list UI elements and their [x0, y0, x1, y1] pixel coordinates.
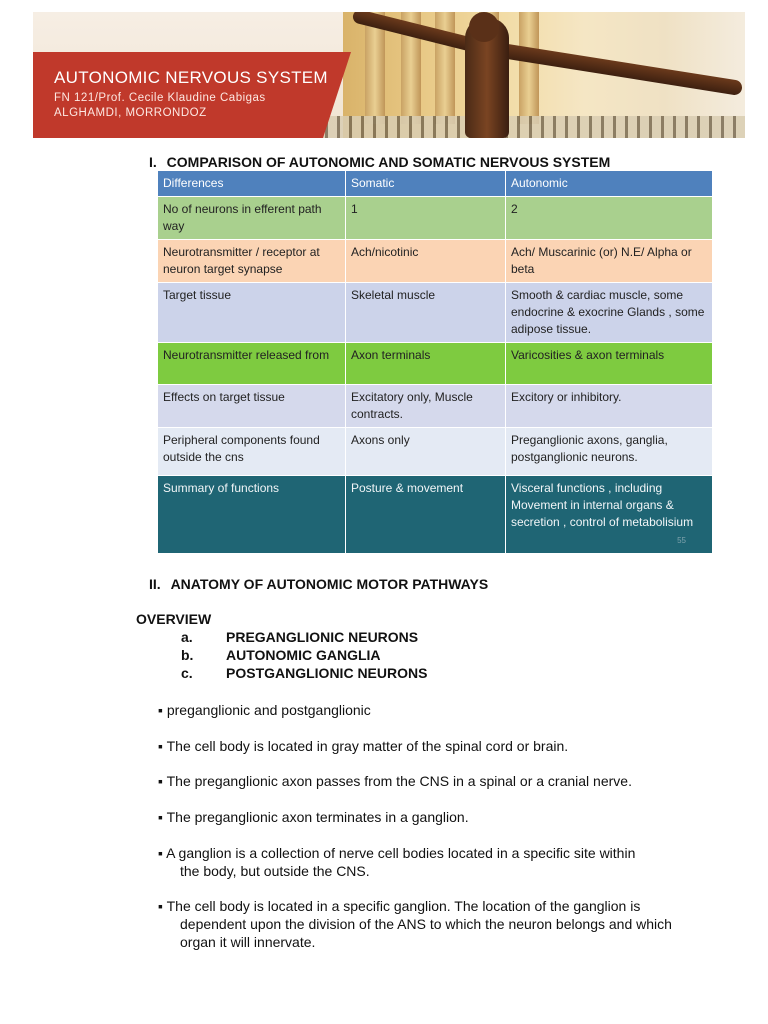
banner-title: AUTONOMIC NERVOUS SYSTEM: [54, 68, 328, 87]
bullet-item: [158, 808, 718, 826]
bullet-text-continued: dependent upon the division of the ANS to which the neuron belongs and which organ it will innervate.: [180, 916, 672, 950]
bullet-marker: ▪: [158, 702, 163, 718]
overview-item-letter: c.: [181, 665, 193, 681]
table-cell: Excitory or inhibitory.: [506, 385, 713, 428]
section-2-title: ANATOMY OF AUTONOMIC MOTOR PATHWAYS: [170, 576, 489, 592]
bullet-text: A ganglion is a collection of nerve cell bodies located in a specific site within: [166, 845, 636, 861]
table-cell: Axons only: [346, 428, 506, 476]
bullet-text: The preganglionic axon terminates in a ganglion.: [166, 809, 469, 825]
table-cell: Peripheral components found outside the cns: [158, 428, 346, 476]
bullet-text: preganglionic and postganglionic: [166, 702, 371, 718]
overview-item-text: PREGANGLIONIC NEURONS: [226, 629, 419, 645]
banner-authors: ALGHAMDI, MORRONDOZ: [54, 107, 207, 119]
table-cell: Summary of functions: [158, 476, 346, 554]
section-1-title: COMPARISON OF AUTONOMIC AND SOMATIC NERVOUS SYSTEM: [166, 154, 611, 170]
column-header: Differences: [158, 171, 346, 197]
slide-number: 55: [677, 536, 686, 545]
bullet-item: [158, 737, 718, 755]
bullet-marker: ▪: [158, 773, 163, 789]
table-cell: [506, 476, 713, 554]
overview-heading: OVERVIEW: [136, 611, 212, 627]
bullet-text: The cell body is located in gray matter of the spinal cord or brain.: [166, 738, 569, 754]
column-header: Somatic: [346, 171, 506, 197]
table-cell: Axon terminals: [346, 343, 506, 385]
table-cell: Posture & movement: [346, 476, 506, 554]
overview-item-text: AUTONOMIC GANGLIA: [226, 647, 381, 663]
table-cell-text: Visceral functions , including Movement in internal organs & secretion , control of metabolisium: [511, 481, 694, 529]
section-2-number: II.: [149, 576, 161, 592]
table-row: [158, 428, 713, 476]
section-2-heading: [149, 576, 488, 592]
bullet-marker: ▪: [158, 845, 163, 861]
table-row: [158, 240, 713, 283]
table-row: [158, 476, 713, 554]
table-cell: 1: [346, 197, 506, 240]
table-row: [158, 197, 713, 240]
table-header-row: [158, 171, 713, 197]
bullet-item: [158, 897, 718, 951]
table-row: [158, 385, 713, 428]
header-banner: [33, 12, 745, 138]
table-cell: Ach/nicotinic: [346, 240, 506, 283]
bullet-text: The cell body is located in a specific ganglion. The location of the ganglion is: [166, 898, 641, 914]
table-row: [158, 343, 713, 385]
table-row: [158, 283, 713, 343]
banner-course: FN 121/Prof. Cecile Klaudine Cabigas: [54, 92, 266, 104]
bullet-item: [158, 701, 718, 719]
bullet-marker: ▪: [158, 898, 163, 914]
table-cell: Neurotransmitter released from: [158, 343, 346, 385]
overview-item-letter: b.: [181, 647, 194, 663]
table-cell: Excitatory only, Muscle contracts.: [346, 385, 506, 428]
section-1-heading: [149, 154, 610, 170]
bullet-item: [158, 772, 718, 790]
comparison-table: [157, 170, 713, 554]
table-cell: Preganglionic axons, ganglia, postganglionic neurons.: [506, 428, 713, 476]
table-cell: Varicosities & axon terminals: [506, 343, 713, 385]
bullet-text-continued: the body, but outside the CNS.: [180, 863, 370, 879]
balustrade-decoration: [313, 116, 745, 138]
bullet-marker: ▪: [158, 738, 163, 754]
table-cell: 2: [506, 197, 713, 240]
table-cell: No of neurons in efferent path way: [158, 197, 346, 240]
table-cell: Smooth & cardiac muscle, some endocrine & exocrine Glands , some adipose tissue.: [506, 283, 713, 343]
table-cell: Ach/ Muscarinic (or) N.E/ Alpha or beta: [506, 240, 713, 283]
overview-item-text: POSTGANGLIONIC NEURONS: [226, 665, 428, 681]
bullet-text: The preganglionic axon passes from the CNS in a spinal or a cranial nerve.: [166, 773, 632, 789]
column-header: Autonomic: [506, 171, 713, 197]
table-cell: Effects on target tissue: [158, 385, 346, 428]
bullet-marker: ▪: [158, 809, 163, 825]
table-cell: Target tissue: [158, 283, 346, 343]
overview-item-letter: a.: [181, 629, 193, 645]
section-1-number: I.: [149, 154, 157, 170]
bullet-item: [158, 844, 718, 880]
table-cell: Neurotransmitter / receptor at neuron target synapse: [158, 240, 346, 283]
table-cell: Skeletal muscle: [346, 283, 506, 343]
